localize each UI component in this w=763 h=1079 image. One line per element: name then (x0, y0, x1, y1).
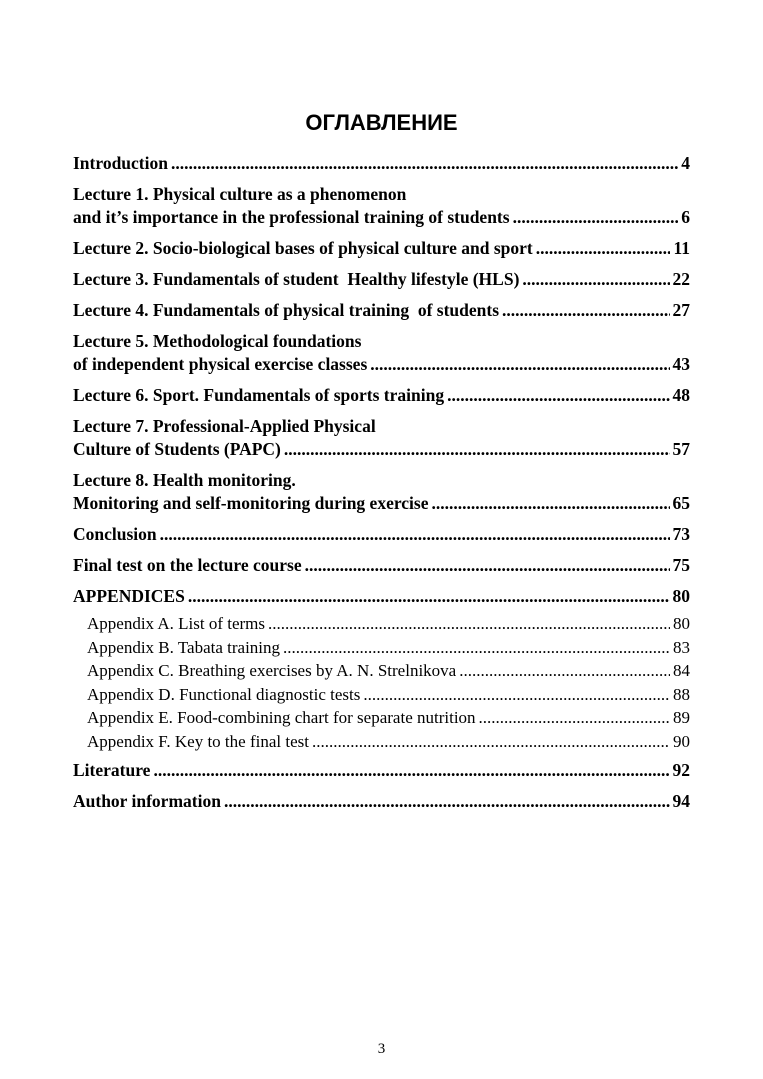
toc-entry-title: Final test on the lecture course (73, 555, 302, 575)
toc-entry-lecture-4 (73, 299, 690, 322)
toc-entry-literature (73, 759, 690, 782)
toc-entry-lecture-7 (73, 415, 690, 461)
toc-appendix-title: Appendix F. Key to the final test (87, 731, 309, 751)
toc-appendix-a (87, 612, 690, 636)
dot-leader (522, 268, 669, 291)
toc-entry-title: Literature (73, 760, 151, 780)
toc-appendix-page: 89 (673, 708, 690, 727)
toc-entry-page: 92 (672, 760, 690, 780)
toc-entry-page: 6 (681, 207, 690, 227)
toc-entry-title: Author information (73, 791, 221, 811)
dot-leader (432, 492, 670, 515)
toc-entry-title: Monitoring and self-monitoring during exercise (73, 493, 429, 513)
page-number: 3 (377, 1041, 386, 1057)
toc-entry-lecture-6 (73, 384, 690, 407)
dot-leader (224, 790, 670, 813)
toc-entry-title-line1: Lecture 8. Health monitoring. (73, 470, 296, 490)
dot-leader (513, 206, 679, 229)
toc-entry-page: 65 (672, 493, 690, 513)
dot-leader (160, 523, 670, 546)
toc-entry-title: Lecture 4. Fundamentals of physical training of students (73, 300, 500, 320)
dot-leader (305, 554, 670, 577)
toc-appendix-title: Appendix A. List of terms (87, 614, 266, 633)
toc-entry-page: 73 (672, 524, 690, 544)
dot-leader (268, 612, 670, 636)
toc-entry-page: 80 (672, 586, 690, 606)
toc-appendix-d (87, 683, 690, 707)
toc-entry-author-information (73, 790, 690, 813)
toc-entry-appendices (73, 585, 690, 608)
toc-appendix-title: Appendix B. Tabata training (87, 637, 281, 657)
appendix-list (73, 612, 690, 753)
toc-entry-title: Introduction (73, 153, 168, 173)
dot-leader (370, 353, 669, 376)
toc-entry-final-test (73, 554, 690, 577)
dot-leader (312, 730, 670, 754)
toc-entry-title: Lecture 6. Sport. Fundamentals of sports training (73, 385, 445, 405)
toc-entry-title: Culture of Students (PAPC) (73, 439, 281, 459)
toc-appendix-page: 88 (673, 684, 690, 704)
toc-entry-page: 57 (672, 439, 690, 459)
toc-entry-page: 22 (672, 269, 690, 289)
toc-entry-page: 94 (672, 791, 690, 811)
toc-appendix-page: 80 (673, 614, 690, 633)
toc-entry-page: 43 (672, 354, 690, 374)
toc-entry-title-line1: Lecture 5. Methodological foundations (73, 331, 362, 351)
toc-entry-title: of independent physical exercise classes (73, 354, 368, 374)
toc-entry-page: 11 (673, 238, 690, 258)
table-of-contents (73, 152, 690, 821)
dot-leader (153, 759, 669, 782)
dot-leader (284, 438, 670, 461)
toc-appendix-b (87, 636, 690, 660)
dot-leader (479, 706, 670, 730)
toc-entry-lecture-2 (73, 237, 690, 260)
toc-appendix-title: Appendix E. Food-combining chart for separate nutrition (87, 708, 476, 727)
toc-entry-title: Lecture 2. Socio-biological bases of physical culture and sport (73, 238, 533, 258)
toc-appendix-page: 84 (673, 661, 690, 680)
toc-entry-lecture-1 (73, 183, 690, 229)
toc-appendix-e (87, 706, 690, 730)
toc-appendix-title: Appendix C. Breathing exercises by A. N. Strelnikova (87, 661, 457, 680)
toc-entry-conclusion (73, 523, 690, 546)
toc-entry-lecture-3 (73, 268, 690, 291)
toc-entry-title-line1: Lecture 7. Professional-Applied Physical (73, 416, 376, 436)
dot-leader (171, 152, 678, 175)
toc-entry-title: Conclusion (73, 524, 157, 544)
toc-entry-lecture-8 (73, 469, 690, 515)
dot-leader (447, 384, 669, 407)
toc-entry-introduction (73, 152, 690, 175)
toc-appendix-c (87, 659, 690, 683)
toc-entry-page: 48 (672, 385, 690, 405)
dot-leader (502, 299, 669, 322)
toc-entry-title-line1: Lecture 1. Physical culture as a phenomenon (73, 184, 407, 204)
dot-leader (363, 683, 670, 707)
toc-appendix-title: Appendix D. Functional diagnostic tests (87, 684, 361, 704)
dot-leader (459, 659, 670, 683)
page-title: ОГЛАВЛЕНИЕ (305, 110, 458, 135)
toc-entry-page: 75 (672, 555, 690, 575)
toc-entry-lecture-5 (73, 330, 690, 376)
toc-entry-page: 27 (672, 300, 690, 320)
toc-appendix-page: 90 (673, 731, 690, 751)
dot-leader (188, 585, 670, 608)
toc-entry-title: Lecture 3. Fundamentals of student Healthy lifestyle (HLS) (73, 269, 520, 289)
dot-leader (283, 636, 670, 660)
toc-entry-page: 4 (681, 153, 690, 173)
toc-entry-title: and it’s importance in the professional training of students (73, 207, 510, 227)
toc-appendix-f (87, 730, 690, 754)
dot-leader (536, 237, 671, 260)
toc-entry-title: APPENDICES (73, 586, 185, 606)
toc-appendix-page: 83 (673, 637, 690, 657)
